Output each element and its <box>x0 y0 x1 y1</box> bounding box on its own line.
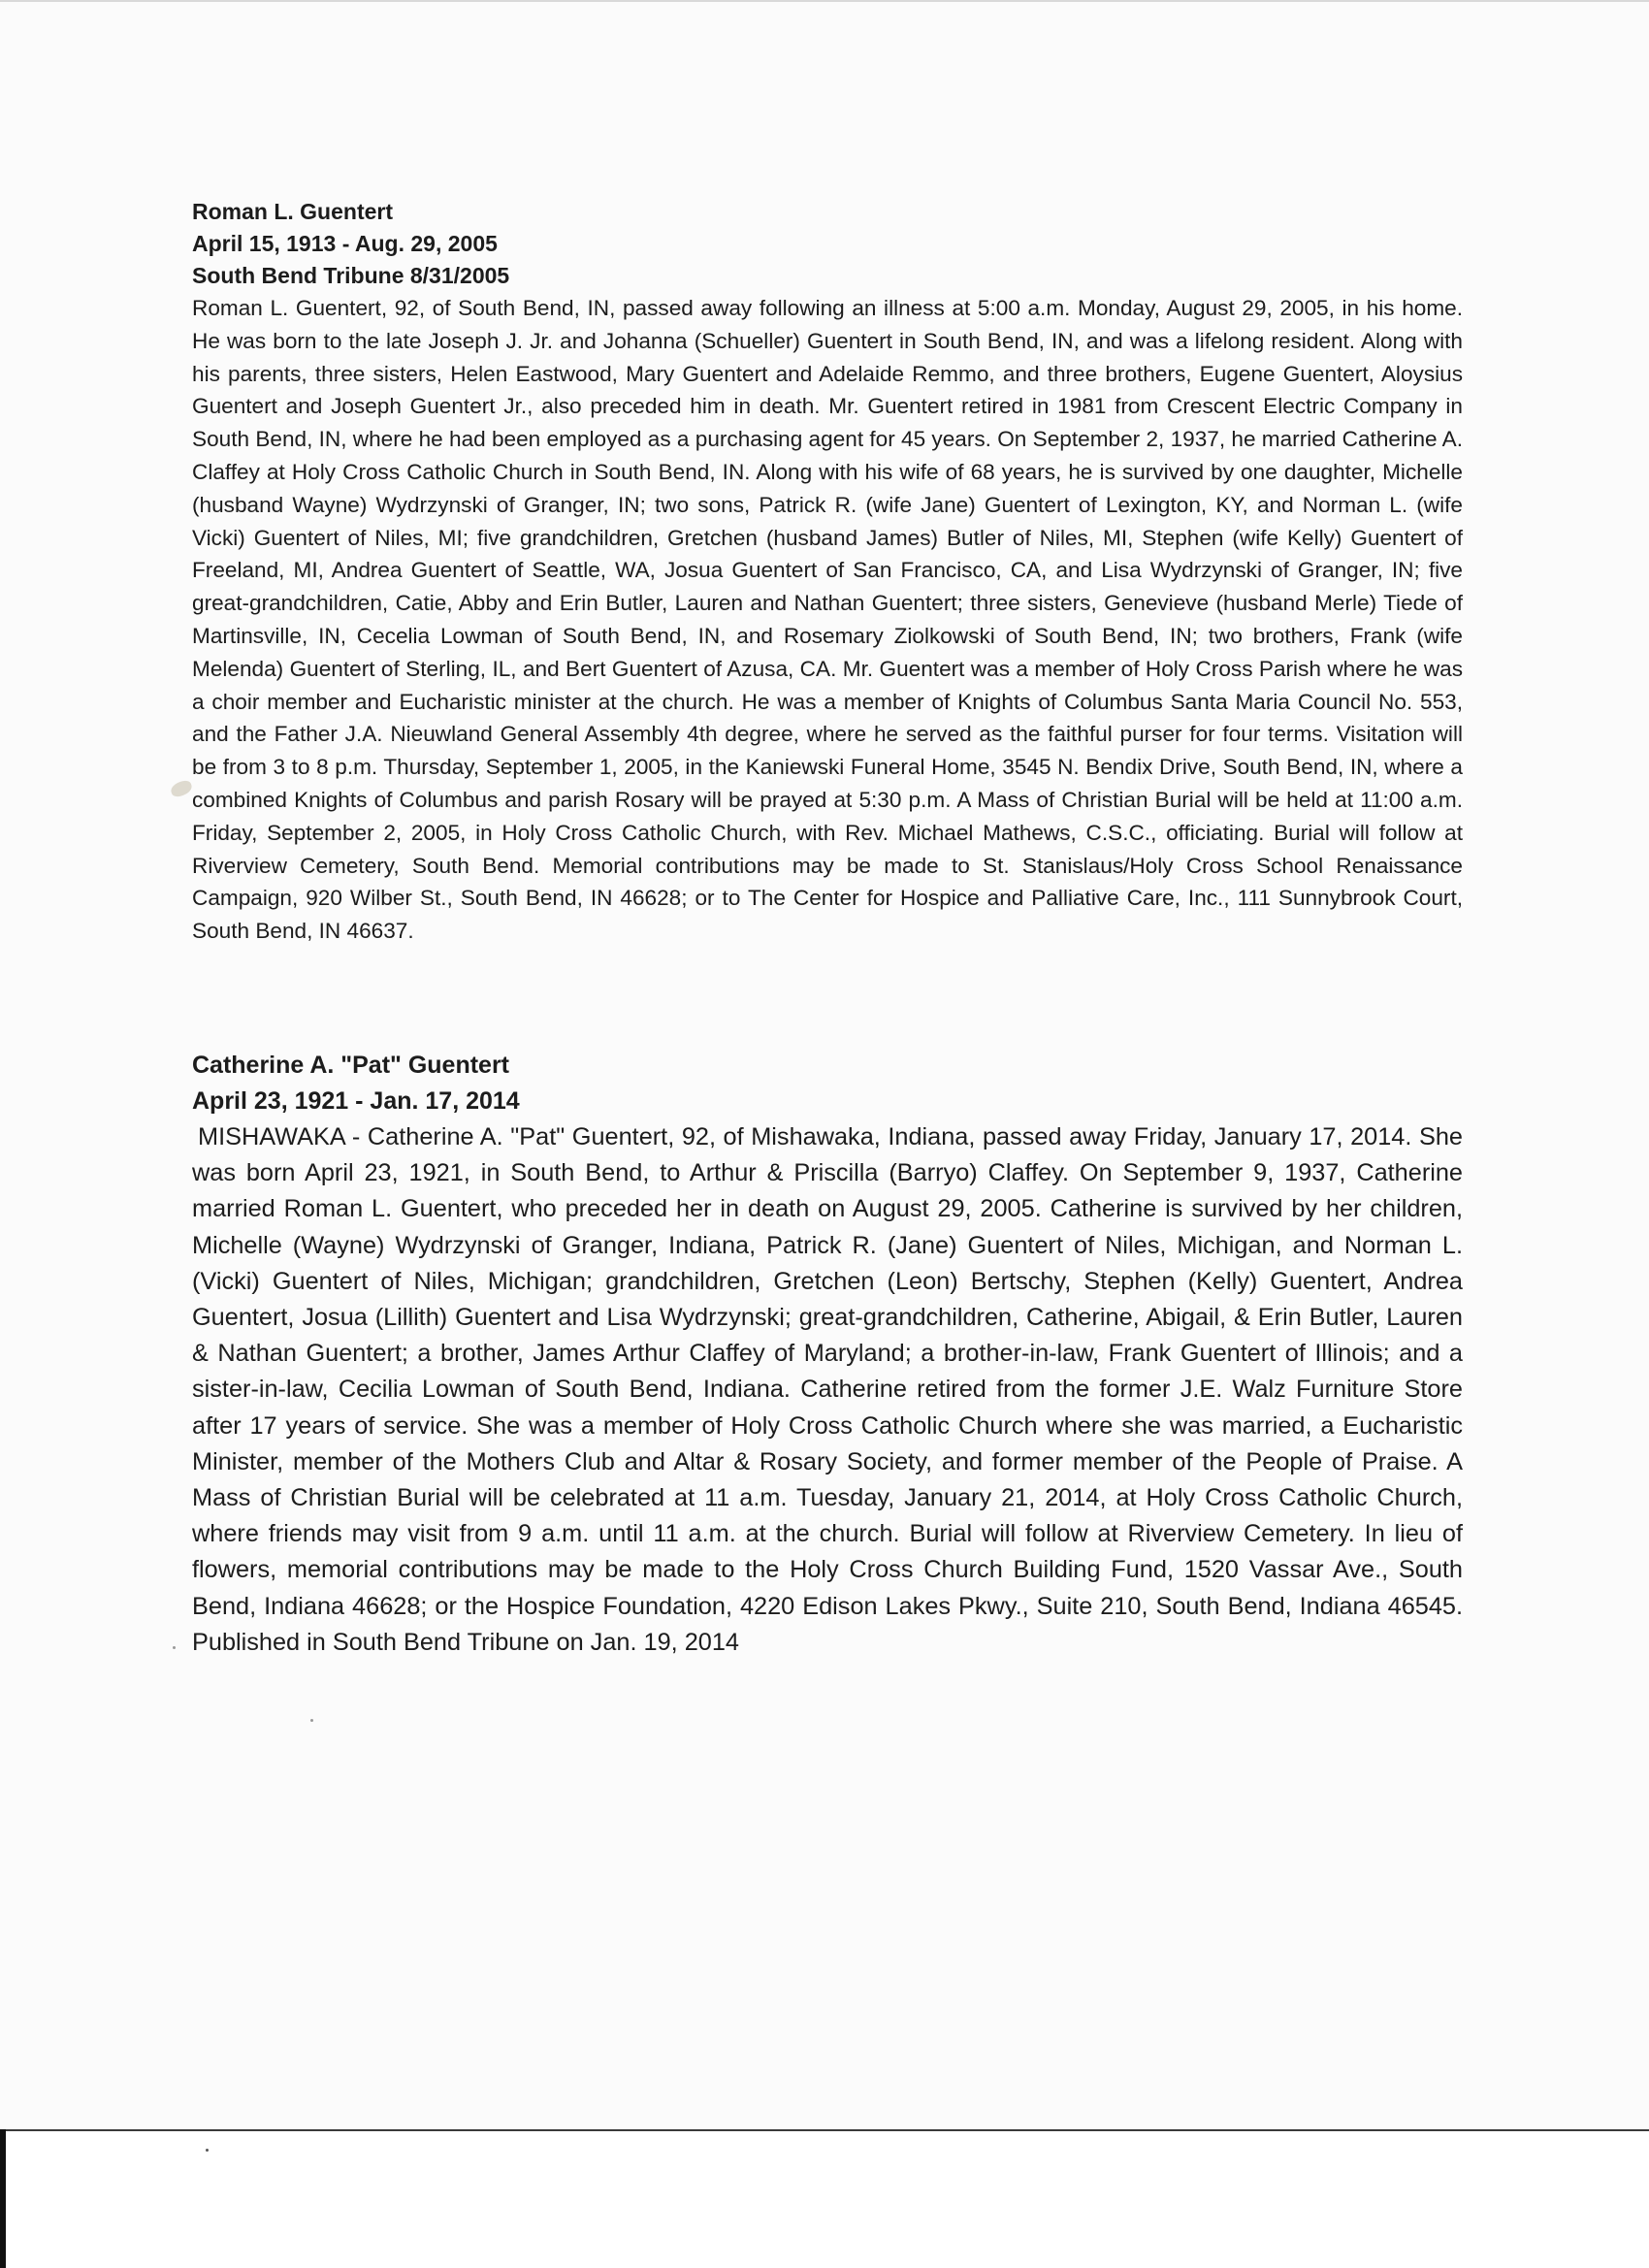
obituary-catherine-guentert <box>192 1048 1463 1661</box>
obituary-name: Catherine A. "Pat" Guentert <box>192 1052 510 1079</box>
scan-speck <box>173 1646 176 1649</box>
scan-speck <box>206 2149 209 2152</box>
obituary-name: Roman L. Guentert <box>192 199 394 224</box>
obituary-dates: April 15, 1913 - Aug. 29, 2005 <box>192 231 498 256</box>
obituary-text: Roman L. Guentert, 92, of South Bend, IN, passed away following an illness at 5:00 a.m. Monday, August 29, 2005, in his home. He was born to the late Joseph J. Jr. and Johanna (Schueller) Guentert in South Bend, IN, and was a lifelong resident. Along with his parents, three sisters, Helen Eastwood, Mary Guentert and Adelaide Remmo, and three brothers, Eugene Guentert, Aloysius Guentert and Joseph Guentert Jr., also preceded him in death. Mr. Guentert retired in 1981 from Crescent Electric Company in South Bend, IN, where he had been employed as a purchasing agent for 45 years. On September 2, 1937, he married Catherine A. Claffey at Holy Cross Catholic Church in South Bend, IN. Along with his wife of 68 years, he is survived by one daughter, Michelle (husband Wayne) Wydrzynski of Granger, IN; two sons, Patrick R. (wife Jane) Guentert of Lexington, KY, and Norman L. (wife Vicki) Guentert of Niles, MI; five grandchildren, Gretchen (husband James) Butler of Niles, MI, Stephen (wife Kelly) Guentert of Freeland, MI, Andrea Guentert of Seattle, WA, Josua Guentert of San Francisco, CA, and Lisa Wydrzynski of Granger, IN; five great-grandchildren, Catie, Abby and Erin Butler, Lauren and Nathan Guentert; three sisters, Genevieve (husband Merle) Tiede of Martinsville, IN, Cecelia Lowman of South Bend, IN, and Rosemary Ziolkowski of South Bend, IN; two brothers, Frank (wife Melenda) Guentert of Sterling, IL, and Bert Guentert of Azusa, CA. Mr. Guentert was a member of Holy Cross Parish where he was a choir member and Eucharistic minister at the church. He was a member of Knights of Columbus Santa Maria Council No. 553, and the Father J.A. Nieuwland General Assembly 4th degree, where he served as the faithful purser for four terms. Visitation will be from 3 to 8 p.m. Thursday, September 1, 2005, in the Kaniewski Funeral Home, 3545 N. Bendix Drive, South Bend, IN, where a combined Knights of Columbus and parish Rosary will be prayed at 5:30 p.m. A Mass of Christian Burial will be held at 11:00 a.m. Friday, September 2, 2005, in Holy Cross Catholic Church, with Rev. Michael Mathews, C.S.C., officiating. Burial will follow at Riverview Cemetery, South Bend. Memorial contributions may be made to St. Stanislaus/Holy Cross School Renaissance Campaign, 920 Wilber St., South Bend, IN 46628; or to The Center for Hospice and Palliative Care, Inc., 111 Sunnybrook Court, South Bend, IN 46637. <box>192 296 1463 944</box>
scan-speck <box>310 1719 313 1722</box>
obituary-roman-guentert <box>192 196 1463 948</box>
obituary-dates: April 23, 1921 - Jan. 17, 2014 <box>192 1087 520 1115</box>
obituary-text: MISHAWAKA - Catherine A. "Pat" Guentert, 92, of Mishawaka, Indiana, passed away Friday, January 17, 2014. She was born April 23, 1921, in South Bend, to Arthur & Priscilla (Barryo) Claffey. On September 9, 1937, Catherine married Roman L. Guentert, who preceded her in death on August 29, 2005. Catherine is survived by her children, Michelle (Wayne) Wydrzynski of Granger, Indiana, Patrick R. (Jane) Guentert of Niles, Michigan, and Norman L. (Vicki) Guentert of Niles, Michigan; grandchildren, Gretchen (Leon) Bertschy, Stephen (Kelly) Guentert, Andrea Guentert, Josua (Lillith) Guentert and Lisa Wydrzynski; great-grandchildren, Catherine, Abigail, & Erin Butler, Lauren & Nathan Guentert; a brother, James Arthur Claffey of Maryland; a brother-in-law, Frank Guentert of Illinois; and a sister-in-law, Cecilia Lowman of South Bend, Indiana. Catherine retired from the former J.E. Walz Furniture Store after 17 years of service. She was a member of Holy Cross Catholic Church where she was married, a Eucharistic Minister, member of the Mothers Club and Altar & Rosary Society, and former member of the People of Praise. A Mass of Christian Burial will be celebrated at 11 a.m. Tuesday, January 21, 2014, at Holy Cross Catholic Church, where friends may visit from 9 a.m. until 11 a.m. at the church. Burial will follow at Riverview Cemetery. In lieu of flowers, memorial contributions may be made to the Holy Cross Church Building Fund, 1520 Vassar Ave., South Bend, Indiana 46628; or the Hospice Foundation, 4220 Edison Lakes Pkwy., Suite 210, South Bend, Indiana 46545. Published in South Bend Tribune on Jan. 19, 2014 <box>192 1123 1463 1656</box>
obituary-source: South Bend Tribune 8/31/2005 <box>192 263 510 288</box>
scan-margin <box>0 2129 1649 2268</box>
paper-smudge <box>169 779 193 799</box>
scan-edge <box>0 2129 6 2268</box>
